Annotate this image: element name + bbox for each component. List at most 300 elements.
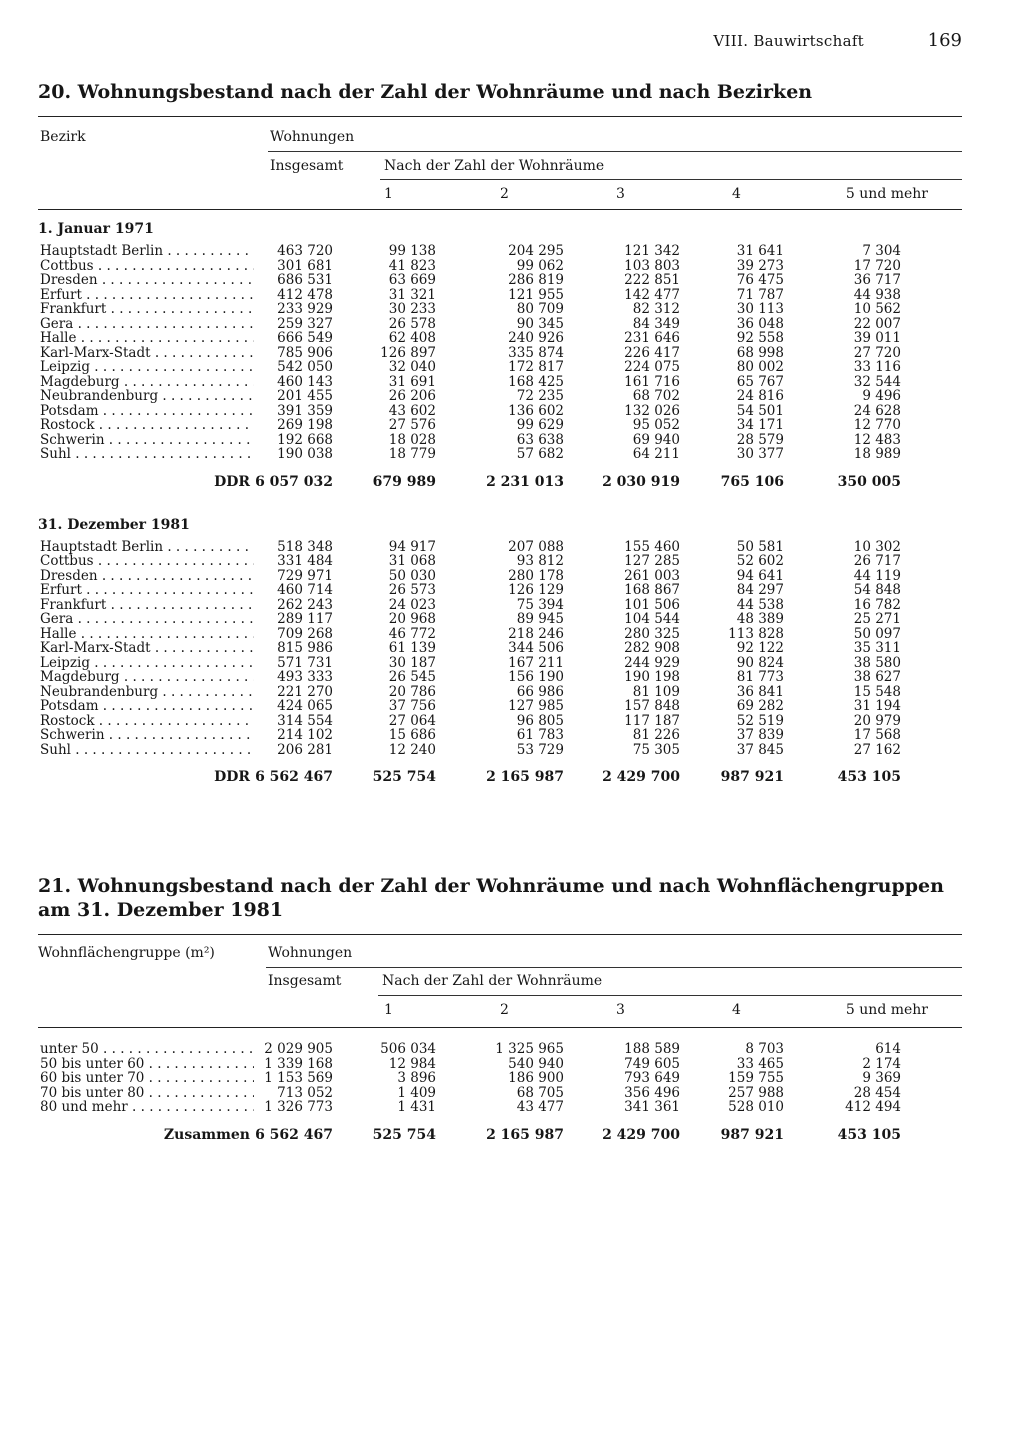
row-label <box>40 404 254 419</box>
rooms-4-cell: 48 389 <box>736 611 784 627</box>
rooms-2-cell: 121 955 <box>508 286 564 303</box>
wohnflaechengruppe-column-header: Wohnflächengruppe (m²) <box>38 945 215 961</box>
row-label-text: Potsdam <box>40 699 99 714</box>
rooms-2-cell: 99 629 <box>516 417 564 433</box>
rooms-3-cell: 117 187 <box>624 712 680 729</box>
insgesamt-cell: 262 243 <box>277 596 333 613</box>
row-label <box>40 433 254 448</box>
rooms-1-cell: 62 408 <box>388 330 436 346</box>
insgesamt-cell: 331 484 <box>277 553 333 569</box>
wohnungen-header: Wohnungen <box>268 945 353 961</box>
rooms-2-cell: 168 425 <box>508 373 564 390</box>
table-row <box>38 331 962 346</box>
row-label-text: Dresden <box>40 273 98 288</box>
wohnungen-header: Wohnungen <box>270 129 355 145</box>
insgesamt-cell: 259 327 <box>277 315 333 332</box>
rooms-3-cell: 261 003 <box>624 567 680 584</box>
insgesamt-cell: 391 359 <box>277 402 333 419</box>
table-row <box>38 1086 962 1101</box>
table-row <box>38 743 962 758</box>
block-title: 1. Januar 1971 <box>38 221 154 237</box>
rooms-4-cell: 8 703 <box>745 1041 784 1057</box>
rooms-5-total-cell: 453 105 <box>837 1126 901 1143</box>
rooms-1-cell: 41 823 <box>388 257 436 274</box>
rooms-5-cell: 10 562 <box>853 301 901 317</box>
rooms-1-cell: 20 968 <box>388 611 436 627</box>
table-row <box>38 404 962 419</box>
rooms-4-cell: 90 824 <box>736 654 784 671</box>
table-row <box>38 1057 962 1072</box>
rooms-3-cell: 222 851 <box>624 272 680 288</box>
rooms-3-cell: 132 026 <box>624 402 680 419</box>
insgesamt-cell: 460 714 <box>277 582 333 598</box>
rooms-4-cell: 31 641 <box>736 243 784 259</box>
row-label-text: Gera <box>40 612 74 627</box>
rooms-2-cell: 286 819 <box>508 272 564 288</box>
rooms-1-cell: 30 187 <box>388 654 436 671</box>
table-row <box>38 244 962 259</box>
rooms-5-total-cell: 453 105 <box>837 769 901 785</box>
row-label-text: Dresden <box>40 568 98 583</box>
rooms-2-cell: 53 729 <box>516 741 564 758</box>
rooms-2-cell: 66 986 <box>516 683 564 700</box>
rooms-1-cell: 30 233 <box>388 301 436 317</box>
rooms-4-cell: 34 171 <box>736 417 784 433</box>
rooms-3-cell: 121 342 <box>624 243 680 259</box>
rooms-2-cell: 57 682 <box>516 446 564 462</box>
rooms-5-cell: 32 544 <box>853 373 901 390</box>
table-row <box>38 360 962 375</box>
rooms-4-cell: 37 845 <box>736 741 784 758</box>
rooms-3-total-cell: 2 030 919 <box>602 473 680 490</box>
rooms-1-cell: 126 897 <box>380 344 436 361</box>
rooms-5-cell: 20 979 <box>853 712 901 729</box>
rooms-2-cell: 68 705 <box>516 1084 564 1101</box>
rooms-2-total-cell: 2 231 013 <box>486 473 564 490</box>
row-label-text: unter 50 <box>40 1042 99 1057</box>
row-label-text: Frankfurt <box>40 597 107 612</box>
row-label <box>40 346 254 361</box>
rooms-3-cell: 793 649 <box>624 1070 680 1086</box>
insgesamt-cell: 460 143 <box>277 373 333 390</box>
rooms-3-cell: 188 589 <box>624 1041 680 1057</box>
rooms-3-cell: 101 506 <box>624 596 680 613</box>
insgesamt-cell: 666 549 <box>277 330 333 346</box>
rooms-4-total-cell: 765 106 <box>720 473 784 490</box>
insgesamt-cell: 493 333 <box>277 669 333 685</box>
rooms-3-cell: 749 605 <box>624 1055 680 1072</box>
row-label-text: Gera <box>40 316 74 331</box>
rooms-1-cell: 63 669 <box>388 272 436 288</box>
insgesamt-cell: 233 929 <box>277 301 333 317</box>
insgesamt-cell: 709 268 <box>277 625 333 642</box>
rooms-4-cell: 36 048 <box>736 315 784 332</box>
col-header-3: 3 <box>616 186 625 202</box>
rooms-2-cell: 90 345 <box>516 315 564 332</box>
rooms-1-cell: 31 691 <box>388 373 436 390</box>
block-title: 31. Dezember 1981 <box>38 516 190 533</box>
row-label <box>40 598 254 613</box>
rooms-4-cell: 113 828 <box>728 625 784 642</box>
row-label-text: Leipzig <box>40 360 90 375</box>
row-label-text: Potsdam <box>40 403 99 418</box>
table-row <box>38 1100 962 1115</box>
rooms-2-cell: 218 246 <box>508 625 564 642</box>
rooms-4-total-cell: 987 921 <box>720 1126 784 1143</box>
insgesamt-cell: 424 065 <box>277 698 333 714</box>
insgesamt-cell: 686 531 <box>277 272 333 288</box>
insgesamt-cell: 463 720 <box>277 243 333 259</box>
rooms-4-cell: 50 581 <box>736 538 784 555</box>
rooms-4-cell: 39 273 <box>736 257 784 274</box>
rooms-5-cell: 12 770 <box>853 417 901 433</box>
rooms-3-cell: 341 361 <box>624 1099 680 1115</box>
rooms-5-cell: 26 717 <box>853 553 901 569</box>
rooms-2-cell: 93 812 <box>516 553 564 569</box>
rooms-2-cell: 63 638 <box>516 431 564 448</box>
rooms-5-cell: 50 097 <box>853 625 901 642</box>
rooms-1-cell: 12 240 <box>388 741 436 758</box>
rooms-5-cell: 44 119 <box>853 567 901 584</box>
rooms-5-cell: 33 116 <box>853 359 901 375</box>
page-header <box>0 32 1024 54</box>
rooms-5-cell: 36 717 <box>853 272 901 288</box>
rooms-2-total-cell: 2 165 987 <box>486 769 564 785</box>
row-label <box>40 1086 254 1101</box>
row-label-text: Rostock <box>40 713 95 728</box>
row-label <box>40 670 254 685</box>
rooms-4-cell: 71 787 <box>736 286 784 303</box>
table-row <box>38 1071 962 1086</box>
rooms-2-total-cell: 2 165 987 <box>486 1126 564 1143</box>
row-label <box>40 743 254 758</box>
rooms-2-cell: 540 940 <box>508 1055 564 1072</box>
rooms-1-cell: 31 321 <box>388 286 436 303</box>
row-label <box>40 389 254 404</box>
total-label: DDR <box>214 473 250 490</box>
insgesamt-cell: 571 731 <box>277 654 333 671</box>
row-label-text: 70 bis unter 80 <box>40 1085 145 1100</box>
rooms-4-cell: 44 538 <box>736 596 784 613</box>
rooms-5-cell: 44 938 <box>853 286 901 303</box>
insgesamt-total-cell: 6 562 467 <box>255 1126 333 1143</box>
insgesamt-cell: 314 554 <box>277 712 333 729</box>
table-row <box>38 656 962 671</box>
insgesamt-cell: 301 681 <box>277 257 333 274</box>
rooms-5-cell: 27 162 <box>853 741 901 758</box>
row-label <box>40 554 254 569</box>
col-header-4: 4 <box>732 1002 741 1018</box>
row-label-text: Magdeburg <box>40 670 120 685</box>
rooms-2-cell: 172 817 <box>508 359 564 375</box>
rooms-5-cell: 412 494 <box>845 1099 901 1115</box>
table-row <box>38 554 962 569</box>
table-row <box>38 259 962 274</box>
rooms-1-total-cell: 525 754 <box>372 1126 436 1143</box>
rooms-5-cell: 16 782 <box>853 596 901 613</box>
rooms-4-cell: 52 602 <box>736 553 784 569</box>
table-row <box>38 728 962 743</box>
insgesamt-cell: 518 348 <box>277 538 333 555</box>
rooms-5-total-cell: 350 005 <box>837 473 901 490</box>
insgesamt-cell: 542 050 <box>277 359 333 375</box>
rooms-1-cell: 46 772 <box>388 625 436 642</box>
rooms-4-cell: 80 002 <box>736 359 784 375</box>
rooms-2-cell: 186 900 <box>508 1070 564 1086</box>
rooms-3-cell: 69 940 <box>632 431 680 448</box>
rooms-1-cell: 26 573 <box>388 582 436 598</box>
rooms-2-cell: 127 985 <box>508 698 564 714</box>
rooms-3-cell: 142 477 <box>624 286 680 303</box>
table-20-header-bottom-rule <box>38 209 962 210</box>
rooms-1-cell: 31 068 <box>388 553 436 569</box>
rooms-1-cell: 94 917 <box>388 538 436 555</box>
table-row <box>38 1042 962 1057</box>
rooms-2-cell: 240 926 <box>508 330 564 346</box>
col-header-3: 3 <box>616 1002 625 1018</box>
table-20-header <box>38 117 962 209</box>
rooms-3-cell: 127 285 <box>624 553 680 569</box>
rooms-5-cell: 25 271 <box>853 611 901 627</box>
table-row <box>38 627 962 642</box>
row-label-text: 80 und mehr <box>40 1100 128 1115</box>
rooms-5-cell: 22 007 <box>853 315 901 332</box>
table-row <box>38 302 962 317</box>
rooms-1-cell: 99 138 <box>388 243 436 259</box>
insgesamt-cell: 785 906 <box>277 344 333 361</box>
header-rule <box>266 967 962 968</box>
table-21 <box>38 874 962 1149</box>
rooms-3-cell: 64 211 <box>632 446 680 462</box>
rooms-3-total-cell: 2 429 700 <box>602 769 680 785</box>
insgesamt-header: Insgesamt <box>270 158 344 174</box>
total-row <box>38 1121 962 1149</box>
rooms-1-cell: 18 028 <box>388 431 436 448</box>
row-label <box>40 302 254 317</box>
rooms-5-cell: 9 369 <box>862 1070 901 1086</box>
rooms-3-cell: 356 496 <box>624 1084 680 1101</box>
header-rule <box>378 995 962 996</box>
row-label <box>40 714 254 729</box>
table-row <box>38 699 962 714</box>
rooms-5-cell: 12 483 <box>853 431 901 448</box>
rooms-4-cell: 92 558 <box>736 330 784 346</box>
row-label-text: Rostock <box>40 418 95 433</box>
rooms-2-cell: 136 602 <box>508 402 564 419</box>
total-label: DDR <box>214 769 250 785</box>
rooms-1-cell: 26 206 <box>388 388 436 404</box>
nach-zahl-header: Nach der Zahl der Wohnräume <box>382 973 603 989</box>
row-label-text: Halle <box>40 626 77 641</box>
row-label <box>40 728 254 743</box>
rooms-4-cell: 36 841 <box>736 683 784 700</box>
rooms-5-cell: 38 580 <box>853 654 901 671</box>
rooms-4-cell: 92 122 <box>736 640 784 656</box>
col-header-4: 4 <box>732 186 741 202</box>
rooms-3-cell: 81 226 <box>632 727 680 743</box>
row-label-text: Karl-Marx-Stadt <box>40 641 151 656</box>
rooms-3-cell: 81 109 <box>632 683 680 700</box>
insgesamt-cell: 1 339 168 <box>264 1055 333 1072</box>
row-label <box>40 418 254 433</box>
insgesamt-cell: 2 029 905 <box>264 1041 333 1057</box>
rooms-3-cell: 75 305 <box>632 741 680 758</box>
rooms-4-cell: 54 501 <box>736 402 784 419</box>
rooms-5-cell: 18 989 <box>853 446 901 462</box>
section-label: VIII. Bauwirtschaft <box>713 32 864 50</box>
rooms-3-cell: 104 544 <box>624 611 680 627</box>
table-21-title-line-1: 21. Wohnungsbestand nach der Zahl der Wohnräume und nach Wohnflächengruppen <box>38 875 944 897</box>
rooms-2-cell: 280 178 <box>508 567 564 584</box>
rooms-4-cell: 76 475 <box>736 272 784 288</box>
table-row <box>38 685 962 700</box>
table-21-title <box>38 874 962 922</box>
row-label <box>40 641 254 656</box>
row-label-text: 60 bis unter 70 <box>40 1071 145 1086</box>
rooms-3-total-cell: 2 429 700 <box>602 1126 680 1143</box>
rooms-5-cell: 15 548 <box>853 683 901 700</box>
row-label-text: Halle <box>40 331 77 346</box>
rooms-4-cell: 81 773 <box>736 669 784 685</box>
rooms-5-cell: 54 848 <box>853 582 901 598</box>
rooms-5-cell: 17 568 <box>853 727 901 743</box>
rooms-4-cell: 159 755 <box>728 1070 784 1086</box>
row-label-text: Leipzig <box>40 655 90 670</box>
rooms-3-cell: 155 460 <box>624 538 680 555</box>
rooms-3-cell: 190 198 <box>624 669 680 685</box>
nach-zahl-header: Nach der Zahl der Wohnräume <box>384 158 605 174</box>
header-rule <box>268 151 962 152</box>
insgesamt-cell: 713 052 <box>277 1084 333 1101</box>
rooms-1-cell: 50 030 <box>388 567 436 584</box>
rooms-1-cell: 24 023 <box>388 596 436 613</box>
row-label-text: Neubrandenburg <box>40 389 159 404</box>
rooms-4-cell: 84 297 <box>736 582 784 598</box>
rooms-3-cell: 161 716 <box>624 373 680 390</box>
row-label <box>40 656 254 671</box>
rooms-4-total-cell: 987 921 <box>720 769 784 785</box>
rooms-1-cell: 12 984 <box>388 1055 436 1072</box>
col-header-5: 5 und mehr <box>845 1002 928 1018</box>
row-label <box>40 273 254 288</box>
rooms-2-cell: 1 325 965 <box>495 1041 564 1057</box>
rooms-1-cell: 26 578 <box>388 315 436 332</box>
row-label <box>40 627 254 642</box>
row-label <box>40 612 254 627</box>
rooms-5-cell: 7 304 <box>862 243 901 259</box>
row-label <box>40 1100 254 1115</box>
insgesamt-cell: 214 102 <box>277 727 333 743</box>
row-label <box>40 447 254 462</box>
insgesamt-cell: 1 153 569 <box>264 1070 333 1086</box>
rooms-4-cell: 52 519 <box>736 712 784 729</box>
table-21-rows <box>38 1042 962 1115</box>
row-label-text: Suhl <box>40 742 71 757</box>
rooms-5-cell: 17 720 <box>853 257 901 274</box>
rooms-2-cell: 43 477 <box>516 1099 564 1115</box>
rooms-5-cell: 2 174 <box>862 1055 901 1072</box>
rooms-1-cell: 506 034 <box>380 1041 436 1057</box>
row-label <box>40 1071 254 1086</box>
rooms-2-cell: 344 506 <box>508 640 564 656</box>
table-row <box>38 612 962 627</box>
rooms-5-cell: 10 302 <box>853 538 901 555</box>
row-label <box>40 540 254 555</box>
rooms-2-cell: 75 394 <box>516 596 564 613</box>
rooms-3-cell: 226 417 <box>624 344 680 361</box>
row-label-text: Magdeburg <box>40 374 120 389</box>
rooms-1-cell: 20 786 <box>388 683 436 700</box>
rooms-3-cell: 82 312 <box>632 301 680 317</box>
rooms-3-cell: 224 075 <box>624 359 680 375</box>
rooms-4-cell: 257 988 <box>728 1084 784 1101</box>
table-row <box>38 288 962 303</box>
insgesamt-header: Insgesamt <box>268 973 342 989</box>
rooms-4-cell: 30 113 <box>736 301 784 317</box>
table-20-title: 20. Wohnungsbestand nach der Zahl der Wohnräume und nach Bezirken <box>38 81 813 103</box>
row-label <box>40 244 254 259</box>
insgesamt-cell: 1 326 773 <box>264 1099 333 1115</box>
insgesamt-cell: 289 117 <box>277 611 333 627</box>
rooms-2-cell: 89 945 <box>516 611 564 627</box>
row-label <box>40 375 254 390</box>
rooms-3-cell: 280 325 <box>624 625 680 642</box>
rooms-2-cell: 126 129 <box>508 582 564 598</box>
block-rows <box>38 244 962 462</box>
row-label <box>40 1057 254 1072</box>
col-header-1: 1 <box>384 186 393 202</box>
rooms-3-cell: 95 052 <box>632 417 680 433</box>
rooms-2-cell: 204 295 <box>508 243 564 259</box>
table-row <box>38 375 962 390</box>
rooms-4-cell: 28 579 <box>736 431 784 448</box>
rooms-1-cell: 37 756 <box>388 698 436 714</box>
table-row <box>38 670 962 685</box>
rooms-2-cell: 167 211 <box>508 654 564 671</box>
row-label <box>40 569 254 584</box>
insgesamt-total-cell: 6 057 032 <box>255 473 333 490</box>
rooms-4-cell: 528 010 <box>728 1099 784 1115</box>
table-row <box>38 389 962 404</box>
rooms-2-cell: 80 709 <box>516 301 564 317</box>
rooms-1-total-cell: 525 754 <box>372 769 436 785</box>
page-number: 169 <box>927 30 962 51</box>
col-header-5: 5 und mehr <box>845 186 928 202</box>
rooms-2-cell: 96 805 <box>516 712 564 729</box>
rooms-5-cell: 31 194 <box>853 698 901 714</box>
rooms-4-cell: 65 767 <box>736 373 784 390</box>
row-label-text: Erfurt <box>40 583 82 598</box>
rooms-2-cell: 207 088 <box>508 538 564 555</box>
row-label <box>40 317 254 332</box>
table-row <box>38 433 962 448</box>
insgesamt-cell: 412 478 <box>277 286 333 303</box>
rooms-1-cell: 1 409 <box>397 1084 436 1101</box>
insgesamt-cell: 190 038 <box>277 446 333 462</box>
rooms-2-cell: 99 062 <box>516 257 564 274</box>
table-21-title-line-2: am 31. Dezember 1981 <box>38 899 284 921</box>
row-label <box>40 360 254 375</box>
insgesamt-cell: 192 668 <box>277 431 333 448</box>
insgesamt-cell: 729 971 <box>277 567 333 584</box>
rooms-1-cell: 26 545 <box>388 669 436 685</box>
rooms-4-cell: 30 377 <box>736 446 784 462</box>
rooms-1-cell: 1 431 <box>397 1099 436 1115</box>
table-row <box>38 714 962 729</box>
row-label <box>40 331 254 346</box>
row-label <box>40 699 254 714</box>
table-20 <box>38 80 962 791</box>
